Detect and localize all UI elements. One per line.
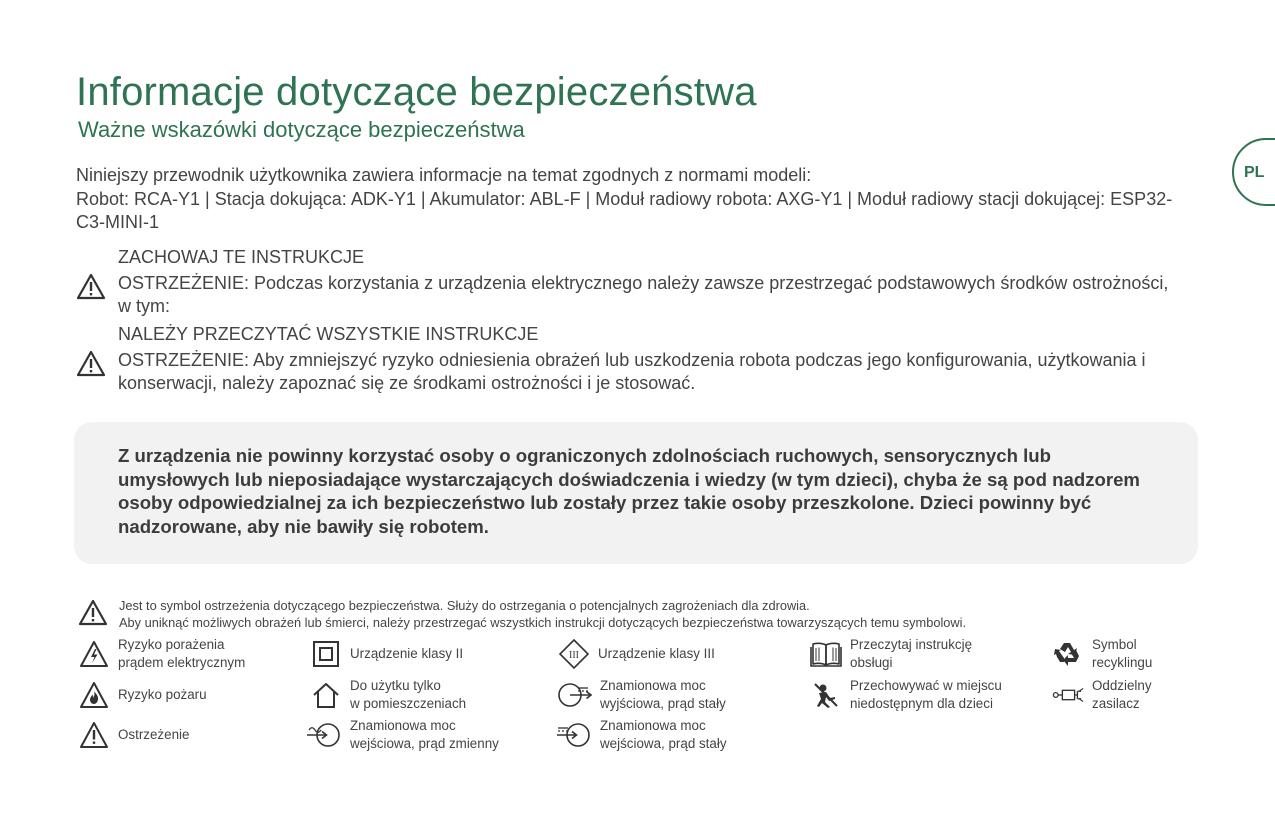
warning-1 xyxy=(76,272,1186,318)
symbols-intro-line-1: Jest to symbol ostrzeżenia dotyczącego bezpieczeństwa. Służy do ostrzegania o potencjalnych zagrożeniach dla zdrowia. xyxy=(119,598,810,613)
keep-instructions-text: ZACHOWAJ TE INSTRUKCJE xyxy=(118,247,365,267)
ac-input-icon xyxy=(306,722,342,748)
warning-triangle-icon xyxy=(78,599,108,626)
intro-models-line: Robot: RCA-Y1 | Stacja dokująca: ADK-Y1 | Akumulator: ABL-F | Moduł radiowy robota: AXG-Y1 | Moduł radiowy stacji dokującej: ESP32-C3-MINI-1 xyxy=(76,188,1173,232)
symbol-indoor-label-2: w pomieszczeniach xyxy=(350,695,467,711)
keep-away-children-icon xyxy=(811,680,841,710)
symbol-recycle-label-1: Symbol xyxy=(1092,637,1137,652)
symbol-dc-input xyxy=(556,717,727,752)
symbol-keep-from-children xyxy=(810,677,1002,712)
electric-shock-icon xyxy=(79,640,109,668)
symbols-intro-line-2: Aby uniknąć możliwych obrażeń lub śmierci, należy przestrzegać wszystkich instrukcji dotyczących bezpieczeństwa towarzyszących temu symbolowi. xyxy=(119,615,967,630)
symbol-read-manual xyxy=(810,636,972,671)
manual-book-icon xyxy=(810,640,842,668)
symbol-dc-output-label-1: Znamionowa moc xyxy=(600,678,706,693)
warning-triangle-icon xyxy=(76,273,106,300)
symbol-class2-label: Urządzenie klasy II xyxy=(350,646,464,662)
power-supply-icon xyxy=(1052,685,1084,705)
symbol-ac-input-label-1: Znamionowa moc xyxy=(350,718,456,733)
warning-triangle-icon xyxy=(76,350,106,377)
intro-line-1: Niniejszy przewodnik użytkownika zawiera informacje na temat zgodnych z normami modeli: xyxy=(76,165,812,185)
class-iii-icon xyxy=(558,638,590,670)
warning-1-text: OSTRZEŻENIE: Podczas korzystania z urządzenia elektrycznego należy zawsze przestrzegać podstawowych środków ostrożności, w tym: xyxy=(118,273,1169,316)
symbol-fire-label: Ryzyko pożaru xyxy=(118,687,207,703)
symbol-class2 xyxy=(310,638,463,670)
warning-2 xyxy=(76,349,1186,395)
symbol-dc-output-label-2: wyjściowa, prąd stały xyxy=(600,695,726,711)
svg-text:III: III xyxy=(569,650,579,661)
dc-output-icon xyxy=(556,682,592,708)
symbol-ac-input xyxy=(306,717,499,752)
read-all-text: NALEŻY PRZECZYTAĆ WSZYSTKIE INSTRUKCJE xyxy=(118,324,539,344)
symbol-electric-shock xyxy=(78,636,245,671)
symbol-warning xyxy=(78,719,189,751)
page-title: Informacje dotyczące bezpieczeństwa xyxy=(76,70,757,114)
language-tab-label: PL xyxy=(1244,164,1265,181)
symbol-recycling xyxy=(1052,636,1152,671)
callout-box xyxy=(74,422,1198,564)
symbol-psu-label-1: Oddzielny xyxy=(1092,678,1152,693)
fire-hazard-icon xyxy=(79,681,109,709)
symbol-indoor-use xyxy=(310,677,466,712)
symbol-class3 xyxy=(558,638,715,670)
symbol-separate-psu xyxy=(1052,677,1152,712)
class-ii-icon xyxy=(312,640,340,668)
symbol-electric-label-2: prądem elektrycznym xyxy=(118,654,246,670)
intro-section xyxy=(76,164,1176,235)
symbol-warning-label: Ostrzeżenie xyxy=(118,727,190,743)
symbol-fire xyxy=(78,679,207,711)
symbol-children-label-2: niedostępnym dla dzieci xyxy=(850,695,993,711)
language-tab xyxy=(1232,138,1275,206)
symbol-recycle-label-2: recyklingu xyxy=(1092,654,1153,670)
symbol-psu-label-2: zasilacz xyxy=(1092,695,1140,711)
symbol-ac-input-label-2: wejściowa, prąd zmienny xyxy=(350,735,499,751)
symbol-manual-label-1: Przeczytaj instrukcję xyxy=(850,637,973,652)
page-subtitle: Ważne wskazówki dotyczące bezpieczeństwa xyxy=(78,117,525,142)
house-icon xyxy=(311,681,341,709)
symbol-dc-output xyxy=(556,677,726,712)
callout-text: Z urządzenia nie powinny korzystać osoby o ograniczonych zdolnościach ruchowych, sensorycznych lub umysłowych lub nieposiadające wystarczających doświadczenia i wiedzy (w tym dzieci), chyba że są pod nadzorem osoby odpowiedzialnej za ich bezpieczeństwo lub zostały przez takie osoby przeszkolone. Dzieci powinny być nadzorowane, aby nie bawiły się robotem. xyxy=(118,445,1140,537)
symbol-dc-input-label-1: Znamionowa moc xyxy=(600,718,706,733)
symbol-electric-label-1: Ryzyko porażenia xyxy=(118,637,225,652)
symbol-children-label-1: Przechowywać w miejscu xyxy=(850,678,1002,693)
symbol-manual-label-2: obsługi xyxy=(850,654,893,670)
symbol-class3-label: Urządzenie klasy III xyxy=(598,646,715,662)
symbol-dc-input-label-2: wejściowa, prąd stały xyxy=(600,735,727,751)
dc-input-icon xyxy=(556,722,592,748)
warning-2-text: OSTRZEŻENIE: Aby zmniejszyć ryzyko odniesienia obrażeń lub uszkodzenia robota podczas jego konfigurowania, użytkowania i konserwacji, należy zapoznać się ze środkami ostrożności i je stosować. xyxy=(118,350,1146,393)
symbol-indoor-label-1: Do użytku tylko xyxy=(350,678,441,693)
warning-triangle-icon xyxy=(79,721,109,749)
warnings-section xyxy=(76,246,1186,400)
recycle-icon xyxy=(1053,639,1083,669)
